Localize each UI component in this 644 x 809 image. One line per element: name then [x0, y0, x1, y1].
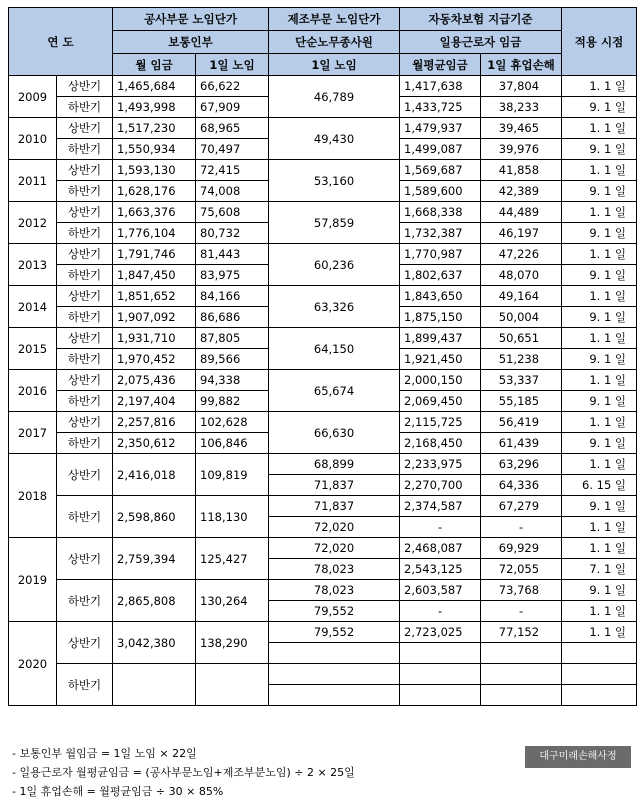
apply-date-cell: 1. 1 일: [562, 517, 637, 538]
monthly-wage-cell: 2,759,394: [113, 538, 196, 580]
daily-loss-cell: 53,337: [481, 370, 562, 391]
year-cell: 2011: [9, 160, 57, 202]
monthly-wage-cell: 1,550,934: [113, 139, 196, 160]
monthly-wage-cell: 1,517,230: [113, 118, 196, 139]
year-cell: 2017: [9, 412, 57, 454]
daily-wage-cell: 109,819: [196, 454, 269, 496]
apply-date-cell: 1. 1 일: [562, 328, 637, 349]
daily-loss-cell: 38,233: [481, 97, 562, 118]
empty-cell: [562, 664, 637, 685]
daily-loss-cell: 46,197: [481, 223, 562, 244]
avg-monthly-cell: 2,723,025: [400, 622, 481, 643]
daily-loss-cell: 50,651: [481, 328, 562, 349]
mfg-wage-cell: 79,552: [269, 622, 400, 643]
half-label: 상반기: [57, 412, 113, 433]
apply-date-cell: 1. 1 일: [562, 538, 637, 559]
avg-monthly-cell: 1,479,937: [400, 118, 481, 139]
daily-wage-cell: 70,497: [196, 139, 269, 160]
daily-wage-cell: 87,805: [196, 328, 269, 349]
year-cell: 2015: [9, 328, 57, 370]
monthly-wage-cell: 1,593,130: [113, 160, 196, 181]
monthly-wage-cell: 2,197,404: [113, 391, 196, 412]
half-label: 상반기: [57, 622, 113, 664]
avg-monthly-cell: 2,270,700: [400, 475, 481, 496]
daily-wage-cell: 130,264: [196, 580, 269, 622]
daily-loss-cell: 42,389: [481, 181, 562, 202]
apply-date-cell: 1. 1 일: [562, 370, 637, 391]
mfg-wage-cell: 53,160: [269, 160, 400, 202]
table-row: [9, 328, 637, 349]
half-label: 하반기: [57, 307, 113, 328]
avg-monthly-cell: 2,468,087: [400, 538, 481, 559]
half-label: 하반기: [57, 97, 113, 118]
empty-cell: [481, 664, 562, 685]
year-cell: 2012: [9, 202, 57, 244]
daily-loss-cell: 63,296: [481, 454, 562, 475]
monthly-wage-cell: 1,465,684: [113, 76, 196, 97]
manufacturing-subheader: 단순노무종사원: [269, 31, 400, 54]
year-cell: 2016: [9, 370, 57, 412]
empty-cell: [562, 643, 637, 664]
avg-monthly-cell: 2,603,587: [400, 580, 481, 601]
half-label: 하반기: [57, 433, 113, 454]
footnote: - 1일 휴업손해 = 월평균임금 ÷ 30 × 85%: [12, 785, 224, 798]
mfg-wage-cell: 72,020: [269, 538, 400, 559]
mfg-wage-cell: 78,023: [269, 580, 400, 601]
monthly-wage-cell: 1,776,104: [113, 223, 196, 244]
public-sector-subheader: 보통인부: [113, 31, 269, 54]
watermark-badge: 대구미래손해사정: [525, 746, 631, 768]
apply-date-cell: 9. 1 일: [562, 181, 637, 202]
half-label: 하반기: [57, 223, 113, 244]
daily-loss-cell: 56,419: [481, 412, 562, 433]
year-cell: 2009: [9, 76, 57, 118]
daily-loss-cell: 67,279: [481, 496, 562, 517]
apply-date-cell: 1. 1 일: [562, 601, 637, 622]
apply-date-cell: 9. 1 일: [562, 307, 637, 328]
half-label: 상반기: [57, 244, 113, 265]
monthly-wage-cell: 3,042,380: [113, 622, 196, 664]
avg-monthly-cell: 2,069,450: [400, 391, 481, 412]
daily-loss-cell: 48,070: [481, 265, 562, 286]
half-label: 하반기: [57, 139, 113, 160]
avg-monthly-cell: 1,569,687: [400, 160, 481, 181]
mfg-wage-cell: 72,020: [269, 517, 400, 538]
table-row: [9, 664, 637, 685]
daily-loss-cell: 49,164: [481, 286, 562, 307]
avg-monthly-cell: 2,115,725: [400, 412, 481, 433]
daily-loss-cell: 39,465: [481, 118, 562, 139]
monthly-wage-cell: 1,907,092: [113, 307, 196, 328]
daily-wage-cell: 125,427: [196, 538, 269, 580]
half-label: 상반기: [57, 160, 113, 181]
half-label: 하반기: [57, 496, 113, 538]
daily-wage-header: 1일 노임: [196, 54, 269, 76]
empty-cell: [562, 685, 637, 706]
monthly-wage-cell: 2,598,860: [113, 496, 196, 538]
avg-monthly-cell: -: [400, 517, 481, 538]
half-label: 상반기: [57, 454, 113, 496]
empty-cell: [400, 664, 481, 685]
table-row: [9, 118, 637, 139]
apply-date-cell: 9. 1 일: [562, 391, 637, 412]
daily-wage-cell: 72,415: [196, 160, 269, 181]
avg-monthly-cell: 1,770,987: [400, 244, 481, 265]
avg-monthly-cell: 1,433,725: [400, 97, 481, 118]
daily-loss-cell: 44,489: [481, 202, 562, 223]
daily-wage-cell: 80,732: [196, 223, 269, 244]
table-row: [9, 454, 637, 475]
daily-loss-cell: -: [481, 601, 562, 622]
daily-wage-cell: 67,909: [196, 97, 269, 118]
half-label: 상반기: [57, 538, 113, 580]
table-row: [9, 160, 637, 181]
avg-monthly-cell: 1,668,338: [400, 202, 481, 223]
daily-loss-cell: 73,768: [481, 580, 562, 601]
empty-cell: [269, 685, 400, 706]
daily-loss-cell: 41,858: [481, 160, 562, 181]
footnotes: [12, 744, 355, 801]
year-cell: 2010: [9, 118, 57, 160]
daily-loss-cell: 69,929: [481, 538, 562, 559]
apply-date-cell: 9. 1 일: [562, 97, 637, 118]
half-label: 하반기: [57, 265, 113, 286]
avg-monthly-cell: 2,543,125: [400, 559, 481, 580]
table-row: [9, 580, 637, 601]
empty-cell: [400, 685, 481, 706]
avg-monthly-cell: 1,843,650: [400, 286, 481, 307]
daily-loss-header: 1일 휴업손해: [481, 54, 562, 76]
avg-monthly-cell: 1,589,600: [400, 181, 481, 202]
year-cell: 2013: [9, 244, 57, 286]
empty-cell: [481, 643, 562, 664]
avg-monthly-cell: 2,233,975: [400, 454, 481, 475]
table-row: [9, 244, 637, 265]
daily-loss-cell: 37,804: [481, 76, 562, 97]
apply-date-cell: 1. 1 일: [562, 244, 637, 265]
half-label: 하반기: [57, 664, 113, 706]
half-label: 하반기: [57, 391, 113, 412]
monthly-wage-header: 월 임금: [113, 54, 196, 76]
daily-loss-cell: 47,226: [481, 244, 562, 265]
empty-cell: [400, 643, 481, 664]
daily-wage-cell: 81,443: [196, 244, 269, 265]
apply-date-cell: 1. 1 일: [562, 76, 637, 97]
daily-loss-cell: 61,439: [481, 433, 562, 454]
monthly-wage-cell: 2,865,808: [113, 580, 196, 622]
mfg-wage-cell: 79,552: [269, 601, 400, 622]
monthly-wage-cell: 1,847,450: [113, 265, 196, 286]
monthly-wage-cell: 1,931,710: [113, 328, 196, 349]
daily-wage-cell: 99,882: [196, 391, 269, 412]
half-label: 상반기: [57, 370, 113, 391]
apply-date-cell: 1. 1 일: [562, 412, 637, 433]
year-cell: 2018: [9, 454, 57, 538]
footnote: - 일용근로자 월평균임금 = (공사부문노임+제조부분노임) ÷ 2 × 25일: [12, 766, 355, 779]
avg-monthly-cell: 2,374,587: [400, 496, 481, 517]
apply-date-cell: 9. 1 일: [562, 580, 637, 601]
apply-date-cell: 9. 1 일: [562, 223, 637, 244]
table-row: [9, 412, 637, 433]
avg-monthly-cell: 1,499,087: [400, 139, 481, 160]
monthly-wage-cell: 2,257,816: [113, 412, 196, 433]
half-label: 상반기: [57, 76, 113, 97]
monthly-wage-cell: 1,663,376: [113, 202, 196, 223]
mfg-wage-cell: 68,899: [269, 454, 400, 475]
daily-wage-cell: 84,166: [196, 286, 269, 307]
daily-wage-cell: 75,608: [196, 202, 269, 223]
daily-wage-cell: 86,686: [196, 307, 269, 328]
avg-monthly-cell: 1,921,450: [400, 349, 481, 370]
table-row: [9, 286, 637, 307]
footnote: - 보통인부 월임금 = 1일 노임 × 22일: [12, 747, 197, 760]
avg-monthly-cell: 1,875,150: [400, 307, 481, 328]
mfg-wage-cell: 71,837: [269, 475, 400, 496]
daily-loss-cell: -: [481, 517, 562, 538]
table-row: [9, 538, 637, 559]
half-label: 상반기: [57, 118, 113, 139]
empty-cell: [269, 664, 400, 685]
table-row: [9, 76, 637, 97]
daily-wage-cell: 102,628: [196, 412, 269, 433]
apply-date-header: 적용 시점: [562, 8, 637, 76]
apply-date-cell: 9. 1 일: [562, 433, 637, 454]
daily-wage-cell: 106,846: [196, 433, 269, 454]
year-cell: 2019: [9, 538, 57, 622]
avg-monthly-cell: 1,417,638: [400, 76, 481, 97]
avg-monthly-cell: 2,168,450: [400, 433, 481, 454]
monthly-wage-cell: 1,970,452: [113, 349, 196, 370]
mfg-wage-cell: 57,859: [269, 202, 400, 244]
apply-date-cell: 9. 1 일: [562, 265, 637, 286]
half-label: 상반기: [57, 202, 113, 223]
daily-loss-cell: 39,976: [481, 139, 562, 160]
year-cell: 2014: [9, 286, 57, 328]
insurance-header: 자동차보험 지급기준: [400, 8, 562, 31]
monthly-wage-cell: 1,628,176: [113, 181, 196, 202]
monthly-wage-cell: 1,791,746: [113, 244, 196, 265]
empty-cell: [481, 685, 562, 706]
daily-wage-cell: 89,566: [196, 349, 269, 370]
half-label: 상반기: [57, 328, 113, 349]
public-sector-header: 공사부문 노임단가: [113, 8, 269, 31]
half-label: 하반기: [57, 181, 113, 202]
avg-monthly-cell: 1,802,637: [400, 265, 481, 286]
daily-wage-cell: 83,975: [196, 265, 269, 286]
empty-cell: [113, 664, 196, 706]
manufacturing-header: 제조부문 노임단가: [269, 8, 400, 31]
avg-monthly-header: 월평균임금: [400, 54, 481, 76]
insurance-subheader: 일용근로자 임금: [400, 31, 562, 54]
wage-table: [8, 7, 637, 706]
monthly-wage-cell: 1,851,652: [113, 286, 196, 307]
apply-date-cell: 9. 1 일: [562, 349, 637, 370]
monthly-wage-cell: 2,416,018: [113, 454, 196, 496]
apply-date-cell: 1. 1 일: [562, 202, 637, 223]
daily-loss-cell: 55,185: [481, 391, 562, 412]
table-row: [9, 496, 637, 517]
mfg-wage-cell: 71,837: [269, 496, 400, 517]
monthly-wage-cell: 1,493,998: [113, 97, 196, 118]
avg-monthly-cell: 1,899,437: [400, 328, 481, 349]
mfg-wage-cell: 46,789: [269, 76, 400, 118]
apply-date-cell: 6. 15 일: [562, 475, 637, 496]
empty-cell: [196, 664, 269, 706]
daily-wage-cell: 94,338: [196, 370, 269, 391]
mfg-wage-cell: 60,236: [269, 244, 400, 286]
monthly-wage-cell: 2,350,612: [113, 433, 196, 454]
apply-date-cell: 1. 1 일: [562, 454, 637, 475]
apply-date-cell: 9. 1 일: [562, 139, 637, 160]
avg-monthly-cell: 2,000,150: [400, 370, 481, 391]
mfg-wage-cell: 63,326: [269, 286, 400, 328]
apply-date-cell: 1. 1 일: [562, 160, 637, 181]
daily-loss-cell: 50,004: [481, 307, 562, 328]
apply-date-cell: 1. 1 일: [562, 622, 637, 643]
half-label: 상반기: [57, 286, 113, 307]
avg-monthly-cell: 1,732,387: [400, 223, 481, 244]
apply-date-cell: 9. 1 일: [562, 496, 637, 517]
daily-loss-cell: 72,055: [481, 559, 562, 580]
daily-loss-cell: 77,152: [481, 622, 562, 643]
empty-cell: [269, 643, 400, 664]
year-cell: 2020: [9, 622, 57, 706]
mfg-wage-cell: 65,674: [269, 370, 400, 412]
mfg-wage-cell: 49,430: [269, 118, 400, 160]
year-header: 연 도: [9, 8, 113, 76]
table-row: [9, 370, 637, 391]
mfg-daily-wage-header: 1일 노임: [269, 54, 400, 76]
apply-date-cell: 7. 1 일: [562, 559, 637, 580]
mfg-wage-cell: 64,150: [269, 328, 400, 370]
daily-loss-cell: 64,336: [481, 475, 562, 496]
table-row: [9, 202, 637, 223]
monthly-wage-cell: 2,075,436: [113, 370, 196, 391]
daily-wage-cell: 118,130: [196, 496, 269, 538]
mfg-wage-cell: 66,630: [269, 412, 400, 454]
apply-date-cell: 1. 1 일: [562, 118, 637, 139]
half-label: 하반기: [57, 580, 113, 622]
daily-wage-cell: 66,622: [196, 76, 269, 97]
daily-wage-cell: 74,008: [196, 181, 269, 202]
apply-date-cell: 1. 1 일: [562, 286, 637, 307]
mfg-wage-cell: 78,023: [269, 559, 400, 580]
daily-wage-cell: 138,290: [196, 622, 269, 664]
avg-monthly-cell: -: [400, 601, 481, 622]
daily-loss-cell: 51,238: [481, 349, 562, 370]
table-row: [9, 622, 637, 643]
half-label: 하반기: [57, 349, 113, 370]
daily-wage-cell: 68,965: [196, 118, 269, 139]
